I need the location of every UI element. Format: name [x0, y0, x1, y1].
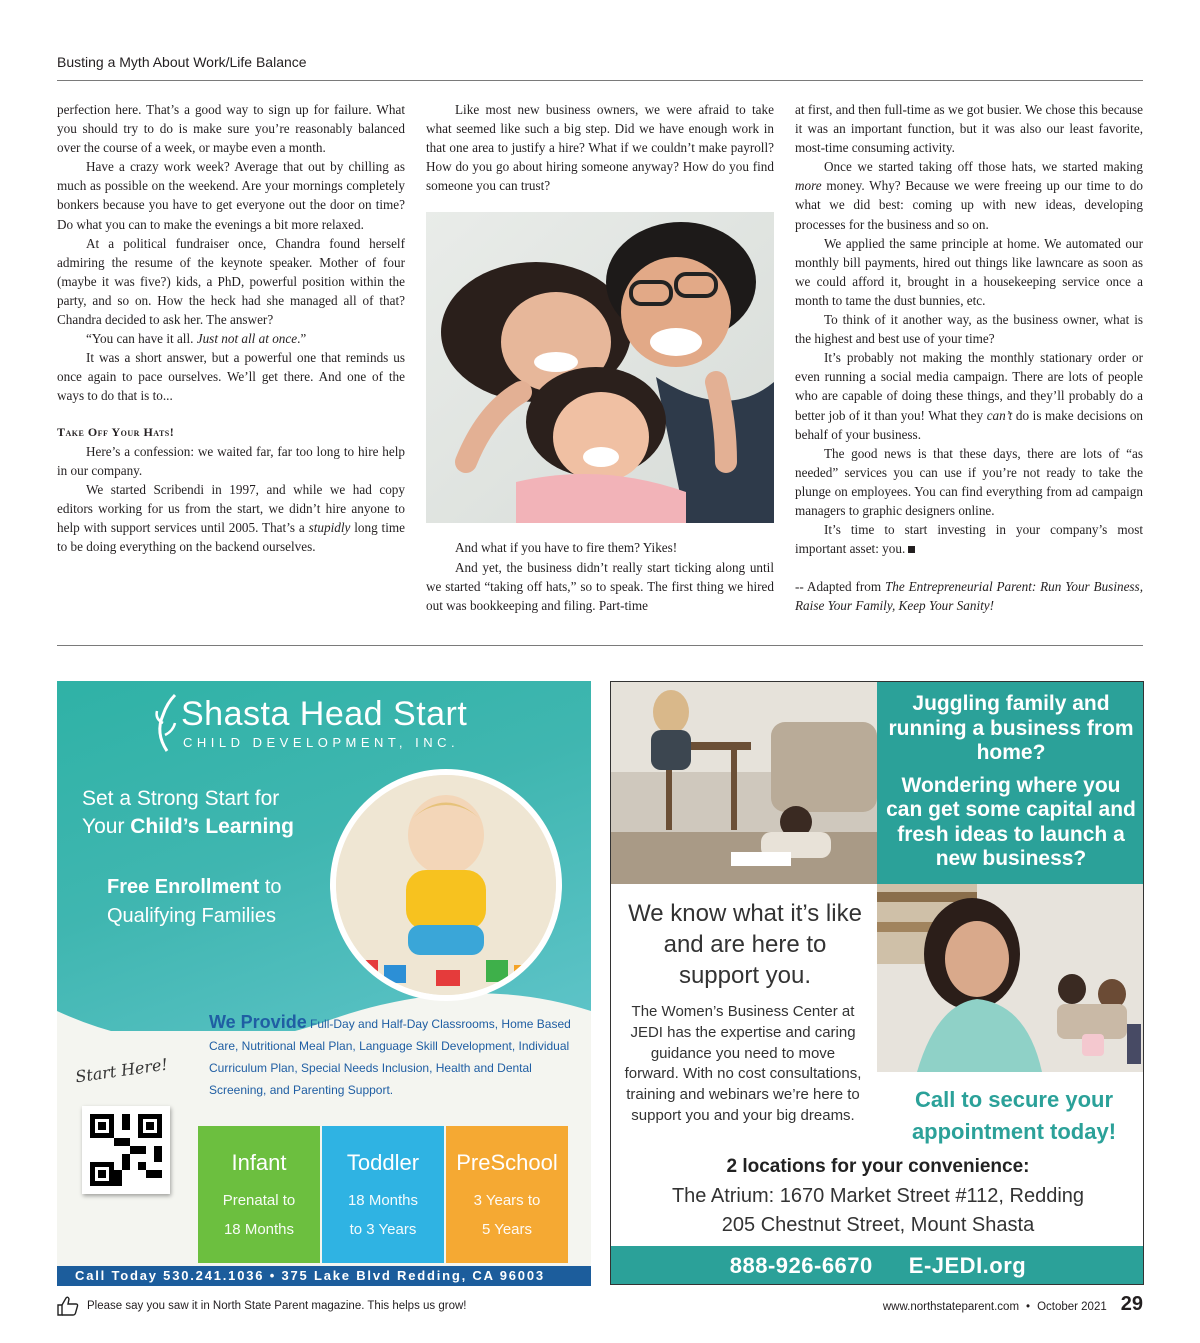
support-headline: We know what it’s like and are here to support you. — [628, 900, 862, 989]
website-link[interactable]: E-JEDI.org — [908, 1253, 1027, 1278]
paragraph: Here’s a confession: we waited far, far too long to hire help in our company. — [57, 443, 405, 478]
italic-run: can’t — [986, 407, 1013, 423]
program-title: Toddler — [346, 1150, 420, 1175]
paragraph: We applied the same principle at home. We automated our monthly bill payments, hired out things like lawncare as soon as we could afford it, brought in a housekeeping service once a month to tame the dust bunnies, etc. — [795, 235, 1143, 308]
program-title: Infant — [231, 1150, 287, 1175]
paragraph: At a political fundraiser once, Chandra found herself admiring the resume of the keynote speaker. Mother of four (maybe it was five?) kids, a PhD, powerful position within the party, and so on. How the heck had she managed all of that? Chandra decided to ask her. The answer? — [57, 235, 405, 328]
italic-run: stupidly — [308, 519, 351, 535]
italic-run: The Entrepreneurial Parent: Run Your Business, Raise Your Family, Keep Your Sanity! — [795, 579, 1143, 614]
quote-paragraph — [57, 329, 405, 348]
text-run: do is make decisions on behalf of your business. — [795, 407, 1144, 442]
program-age-line: 18 Months — [223, 1221, 295, 1238]
contact-bar — [611, 1246, 1144, 1285]
paragraph — [57, 480, 405, 556]
separator-dot: • — [1026, 1301, 1031, 1313]
issue-date: October 2021 — [1037, 1301, 1107, 1313]
paragraph — [795, 157, 1143, 233]
text-run: We started Scribendi in 1997, and while we had copy editors working for us from the start, we didn’t hire anyone to help with support services until 2005. That’s a — [57, 481, 405, 535]
page-number: 29 — [1120, 1293, 1143, 1315]
toddler-photo — [330, 769, 562, 1001]
program-card-toddler[interactable] — [322, 1126, 444, 1263]
shasta-logo-subtitle: CHILD DEVELOPMENT, INC. — [183, 735, 460, 750]
appointment-cta[interactable]: Call to secure your appointment today! — [911, 1087, 1117, 1144]
program-card-preschool[interactable] — [446, 1126, 568, 1263]
tagline-free-enrollment — [107, 873, 282, 931]
age-program-cards — [198, 1126, 568, 1266]
shasta-head-start-ad[interactable] — [57, 681, 591, 1286]
program-age-line: Prenatal to — [222, 1192, 296, 1209]
program-title: PreSchool — [456, 1150, 558, 1175]
locations-heading: 2 locations for your convenience: — [726, 1156, 1030, 1177]
question-juggling: Juggling family and running a business from home? — [888, 692, 1134, 764]
text-run: Once we started taking off those hats, we started making — [824, 159, 1143, 175]
mother-working-photo — [611, 682, 877, 884]
services-list — [209, 1011, 579, 1101]
text-run: It’s probably not making the monthly stationary order or even running a social media campaign. There are lots of people who are capable of doing these things, and they’ll probably do a better job of it than you! What they — [795, 350, 1143, 423]
paragraph: at first, and then full-time as we got busier. We chose this because it was an important function, but it was also our least favorite, most-time consuming activity. — [795, 102, 1143, 156]
text-run: to — [259, 876, 282, 898]
section-heading: Take Off Your Hats! — [57, 424, 175, 439]
program-ages — [446, 1186, 568, 1244]
footer-message — [57, 1296, 466, 1316]
italic-run: Just not all at once — [196, 331, 298, 347]
running-head: Busting a Myth About Work/Life Balance — [57, 54, 307, 70]
footer-info — [883, 1293, 1143, 1316]
end-mark-icon — [908, 546, 915, 553]
services-lead: We Provide — [209, 1012, 307, 1032]
contact-bar[interactable]: Call Today 530.241.1036 • 375 Lake Blvd Redding, CA 96003 — [57, 1266, 591, 1286]
paragraph: To think of it another way, as the business owner, what is the highest and best use of your time? — [795, 312, 1143, 347]
woman-phone-photo — [877, 884, 1144, 1072]
shasta-logo-name: Shasta Head Start — [181, 695, 468, 733]
question-capital: Wondering where you can get some capital and fresh ideas to launch a new business? — [886, 773, 1136, 870]
tagline-line: Qualifying Families — [107, 905, 276, 927]
paragraph: The good news is that these days, there are lots of “as needed” services you can use if you’re not ready to take the plunge on employees. You can find everything from ad campaign managers to graphic designers online. — [795, 445, 1143, 518]
article-column-3 — [795, 100, 1143, 615]
tagline-line: Set a Strong Start for — [82, 787, 280, 810]
program-ages — [198, 1186, 320, 1244]
magazine-url[interactable]: www.northstateparent.com — [882, 1301, 1020, 1313]
text-run: long time to be doing everything on the backend ourselves. — [57, 519, 405, 555]
location-atrium: The Atrium: 1670 Market Street #112, Redding — [671, 1185, 1085, 1207]
program-age-line: 3 Years to — [473, 1192, 541, 1209]
source-attribution — [795, 577, 1143, 615]
program-card-infant[interactable] — [198, 1126, 320, 1263]
support-description: The Women’s Business Center at JEDI has the expertise and caring guidance you need to move forward. With no cost consultations, training and webinars we’re here to support you and your big dreams. — [624, 1003, 862, 1124]
paragraph — [795, 348, 1143, 443]
program-age-line: to 3 Years — [349, 1221, 417, 1238]
program-age-line: 5 Years — [481, 1221, 533, 1238]
program-ages — [322, 1186, 444, 1244]
start-here-label: Start Here! — [74, 1054, 169, 1087]
leaf-logo-icon — [153, 693, 179, 753]
text-run: money. Why? Because we were freeing up our time to do what we did best: coming up with new ideas, developing processes for the business and so on. — [795, 178, 1143, 232]
phone-number[interactable]: 888-926-6670 — [729, 1253, 873, 1278]
paragraph: Like most new business owners, we were afraid to take what seemed like such a big step. Did we have enough work in that one area to justify a hire? What if we couldn’t make payroll? How do you go about hiring someone anyway? How do you find someone you can trust? — [426, 102, 774, 194]
text-run: .” — [297, 331, 307, 347]
thumbs-up-icon — [57, 1296, 79, 1316]
paragraph: perfection here. That’s a good way to sign up for failure. What you should try to do is make sure you’re reasonably balanced over the course of a week, or maybe even a month. — [57, 102, 405, 156]
services-text: Full-Day and Half-Day Classrooms, Home Based Care, Nutritional Meal Plan, Language Skill Development, Individual Curriculum Plan, Special Needs Inclusion, Health and Dental Screening, and Parenting Support. — [209, 1017, 571, 1097]
paragraph: And yet, the business didn’t really start ticking along until we started “taking off hats,” so to speak. The first thing we hired out was bookkeeping and filing. Part-time — [426, 559, 774, 613]
paragraph: It was a short answer, but a powerful one that reminds us once again to pace ourselves. We’ll get there. And one of the ways to do that is to... — [57, 350, 405, 404]
header-rule — [57, 80, 1143, 81]
text-run: It’s time to start investing in your company’s most important asset: you. — [795, 522, 1143, 557]
text-run: “You can have it all. — [86, 331, 197, 347]
paragraph: And what if you have to fire them? Yikes! — [455, 540, 678, 556]
paragraph — [795, 520, 1143, 558]
section-rule — [57, 645, 1143, 646]
program-age-line: 18 Months — [347, 1192, 419, 1209]
family-photo — [426, 212, 774, 523]
tagline-strong-start — [82, 785, 294, 841]
tagline-line — [107, 873, 282, 902]
qr-code-icon[interactable] — [82, 1106, 170, 1194]
footer-text: Please say you saw it in North State Parent magazine. This helps us grow! — [87, 1300, 467, 1312]
text-run: -- Adapted from — [795, 579, 885, 595]
tagline-line — [82, 813, 294, 841]
paragraph: Have a crazy work week? Average that out by chilling as much as possible on the weekend. Are your mornings completely bonkers because you have to get everyone out the door on time? Do what you can to make the evenings a bit more relaxed. — [57, 159, 405, 232]
italic-run: more — [795, 178, 822, 194]
bold-run: Child’s Learning — [130, 815, 294, 838]
location-mount-shasta: 205 Chestnut Street, Mount Shasta — [721, 1214, 1035, 1236]
jedi-womens-business-ad[interactable] — [610, 681, 1144, 1285]
article-column-1 — [57, 100, 405, 556]
text-run: Your — [82, 815, 131, 838]
question-panel — [877, 682, 1144, 884]
bold-run: Free Enrollment — [107, 876, 260, 898]
